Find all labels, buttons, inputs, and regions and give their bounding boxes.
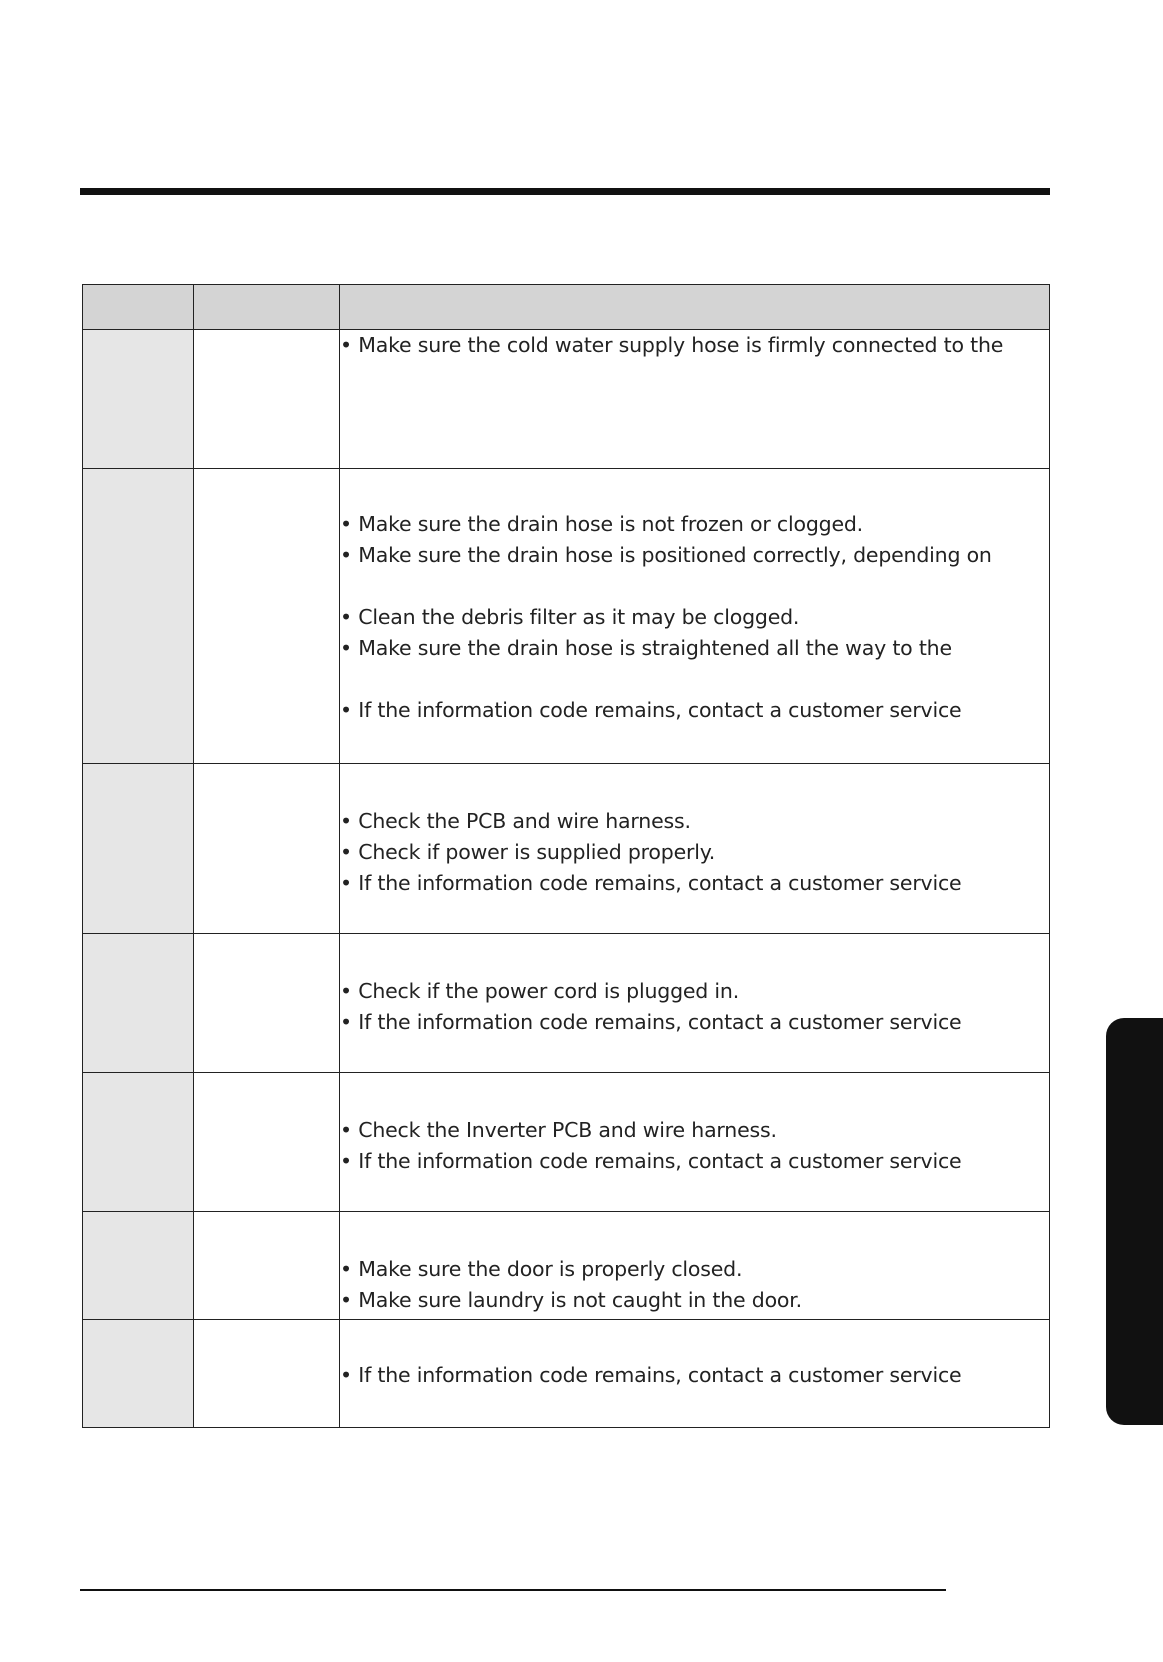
action-item: • Check the Inverter PCB and wire harness. bbox=[340, 1115, 1049, 1146]
meaning-cell bbox=[194, 1320, 340, 1428]
action-cell bbox=[340, 764, 1050, 934]
action-item: • Check the PCB and wire harness. bbox=[340, 806, 1049, 837]
table-row bbox=[83, 330, 1050, 469]
action-cell bbox=[340, 330, 1050, 469]
code-cell bbox=[83, 1212, 194, 1320]
action-item: • Make sure the drain hose is positioned correctly, depending on bbox=[340, 540, 1049, 571]
header-code bbox=[83, 285, 194, 330]
action-cell bbox=[340, 1073, 1050, 1212]
header-meaning bbox=[194, 285, 340, 330]
table-row bbox=[83, 469, 1050, 764]
meaning-cell bbox=[194, 934, 340, 1073]
code-cell bbox=[83, 330, 194, 469]
meaning-cell bbox=[194, 764, 340, 934]
action-list bbox=[340, 1254, 1049, 1316]
action-item: • Clean the debris filter as it may be clogged. bbox=[340, 602, 1049, 633]
code-cell bbox=[83, 764, 194, 934]
action-item: • Check if the power cord is plugged in. bbox=[340, 976, 1049, 1007]
meaning-cell bbox=[194, 330, 340, 469]
code-cell bbox=[83, 934, 194, 1073]
action-cell bbox=[340, 1212, 1050, 1320]
information-code-table bbox=[82, 284, 1050, 1428]
action-cell bbox=[340, 469, 1050, 764]
header-action bbox=[340, 285, 1050, 330]
table-row bbox=[83, 1212, 1050, 1320]
action-item: • If the information code remains, contact a customer service bbox=[340, 1360, 1049, 1391]
table-row bbox=[83, 1073, 1050, 1212]
code-cell bbox=[83, 1320, 194, 1428]
top-rule bbox=[80, 188, 1050, 195]
action-item: • If the information code remains, contact a customer service bbox=[340, 1146, 1049, 1177]
action-list bbox=[340, 330, 1049, 361]
code-cell bbox=[83, 469, 194, 764]
meaning-cell bbox=[194, 469, 340, 764]
action-item: • Make sure the drain hose is not frozen or clogged. bbox=[340, 509, 1049, 540]
section-side-tab bbox=[1106, 1018, 1163, 1425]
table-row bbox=[83, 934, 1050, 1073]
action-item: • Check if power is supplied properly. bbox=[340, 837, 1049, 868]
action-item: • If the information code remains, contact a customer service bbox=[340, 1007, 1049, 1038]
action-list bbox=[340, 1115, 1049, 1177]
action-list bbox=[340, 976, 1049, 1038]
meaning-cell bbox=[194, 1073, 340, 1212]
meaning-cell bbox=[194, 1212, 340, 1320]
action-list bbox=[340, 1360, 1049, 1391]
table-header-row bbox=[83, 285, 1050, 330]
code-cell bbox=[83, 1073, 194, 1212]
action-item: • Make sure the door is properly closed. bbox=[340, 1254, 1049, 1285]
table-row bbox=[83, 764, 1050, 934]
action-item: • Make sure the drain hose is straightened all the way to the bbox=[340, 633, 1049, 664]
table-row bbox=[83, 1320, 1050, 1428]
action-cell bbox=[340, 1320, 1050, 1428]
action-item: • If the information code remains, contact a customer service bbox=[340, 695, 1049, 726]
action-list bbox=[340, 509, 1049, 726]
action-cell bbox=[340, 934, 1050, 1073]
bottom-rule bbox=[80, 1589, 946, 1591]
action-list bbox=[340, 806, 1049, 899]
action-item: • Make sure the cold water supply hose is firmly connected to the bbox=[340, 330, 1049, 361]
action-item: • Make sure laundry is not caught in the door. bbox=[340, 1285, 1049, 1316]
action-item: • If the information code remains, contact a customer service bbox=[340, 868, 1049, 899]
